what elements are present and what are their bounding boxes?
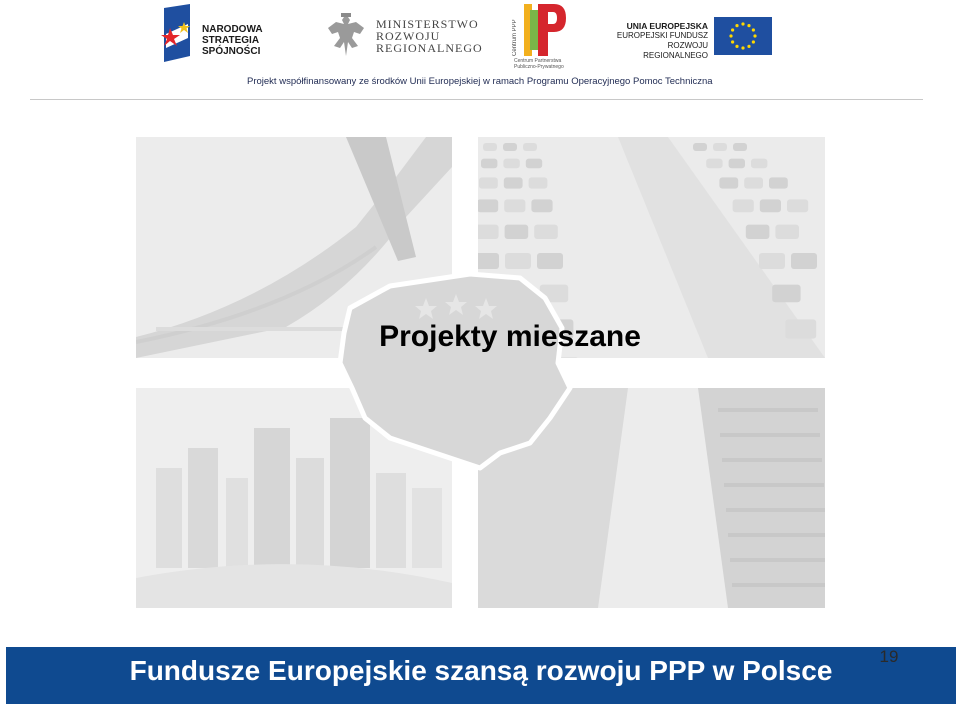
eu-logo-text [610,21,708,61]
car-shape [769,177,788,188]
slide-title: Projekty mieszane [379,320,641,353]
eu-star-icon [731,40,734,43]
car-shape [504,177,523,188]
ppp-sub-line2: Publiczno-Prywatnego [514,64,564,70]
car-shape [706,159,722,169]
car-shape [503,159,519,169]
car-shape [719,177,738,188]
car-shape [504,199,525,212]
car-shape [479,177,498,188]
car-shape [478,253,499,269]
eu-star-icon [753,34,756,37]
car-shape [478,225,499,239]
footer-slogan: Fundusze Europejskie szansą rozwoju PPP w Polsce [129,655,833,686]
eu-star-icon [741,46,744,49]
car-shape [531,199,552,212]
eu-star-icon [752,40,755,43]
mrr-logo [326,4,483,64]
car-shape [693,143,707,151]
car-shape [534,225,558,239]
eu-flag-icon [714,17,772,55]
ppp-sub-line1: Centrum Partnerstwa [514,58,562,64]
eu-logo [608,4,778,60]
car-shape [713,143,727,151]
car-shape [772,285,800,303]
car-shape [529,177,548,188]
nss-line2: STRATEGIA SPÓJNOŚCI [202,35,261,57]
eu-star-icon [752,28,755,31]
header-divider [30,99,923,100]
car-shape [759,253,785,269]
car-shape [733,143,747,151]
eu-star-icon [735,45,738,48]
eu-star-icon [747,24,750,27]
car-shape [505,253,531,269]
car-shape [523,143,537,151]
car-shape [746,225,770,239]
eu-star-icon [731,28,734,31]
car-shape [537,253,563,269]
footer-band [6,647,956,704]
car-shape [505,225,529,239]
slide-header [0,0,960,100]
ppp-p-icon [524,4,568,56]
eu-star-icon [729,34,732,37]
eu-line3: ROZWOJU REGIONALNEGO [643,41,708,60]
ppp-subtitle [514,58,564,70]
car-shape [478,199,498,212]
car-shape [791,253,817,269]
car-shape [729,159,745,169]
eu-star-icon [747,45,750,48]
car-shape [483,143,497,151]
ppp-logo [510,4,572,74]
nss-line1: NARODOWA [202,24,263,35]
eu-line2: EUROPEJSKI FUNDUSZ [616,31,708,40]
eu-line1: UNIA EUROPEJSKA [626,21,708,31]
mrr-line3: REGIONALNEGO [376,41,483,55]
car-shape [751,159,767,169]
mrr-line2: ROZWOJU [376,29,441,43]
page-number: 19 [879,647,899,666]
poland-map-graphic [330,268,580,473]
nss-flag-icon [160,4,194,62]
nss-logo [160,4,300,64]
car-shape [526,159,542,169]
nss-logo-text [202,24,300,57]
car-shape [481,159,497,169]
car-shape [775,225,799,239]
mrr-logo-text [376,18,483,54]
eu-star-icon [741,22,744,25]
eu-stars-icon [714,17,772,55]
mrr-line1: MINISTERSTWO [376,17,479,31]
cofinancing-tagline: Projekt współfinansowany ze środków Unii Europejskiej w ramach Programu Operacyjnego Pomoc Techniczna [247,76,713,87]
car-shape [744,177,763,188]
car-shape [733,199,754,212]
car-shape [503,143,517,151]
car-shape [760,199,781,212]
car-shape [787,199,808,212]
ppp-vertical-text: Centrum PPP [512,19,518,56]
eagle-emblem-icon [326,12,366,58]
eu-star-icon [735,24,738,27]
